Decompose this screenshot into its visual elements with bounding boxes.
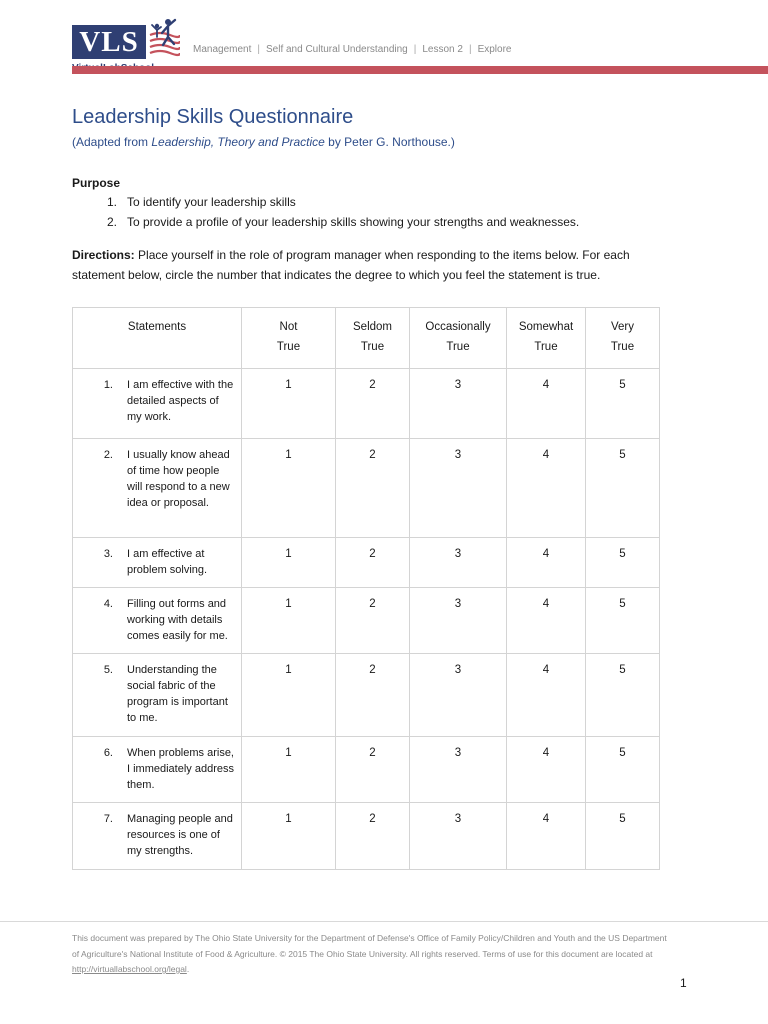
purpose-list bbox=[72, 195, 579, 235]
page-number: 1 bbox=[680, 976, 687, 990]
score-option[interactable]: 1 bbox=[242, 803, 336, 870]
header-accent-bar bbox=[0, 66, 768, 74]
directions-text: Directions: Place yourself in the role of program manager when responding to the items below. For each statement below, circle the number that indicates the degree to which you feel the statement is true. bbox=[72, 248, 630, 282]
score-option[interactable]: 2 bbox=[336, 369, 410, 439]
score-option[interactable]: 5 bbox=[586, 654, 660, 737]
breadcrumb-item: Management bbox=[193, 44, 252, 55]
score-option[interactable]: 4 bbox=[507, 538, 586, 588]
score-option[interactable]: 1 bbox=[242, 737, 336, 803]
table-row bbox=[73, 538, 660, 588]
score-option[interactable]: 4 bbox=[507, 803, 586, 870]
breadcrumb: Management | Self and Cultural Understanding | Lesson 2 | Explore bbox=[193, 44, 512, 55]
table-header-row bbox=[73, 308, 660, 369]
score-option[interactable]: 3 bbox=[410, 803, 507, 870]
table-row bbox=[73, 439, 660, 538]
header-seldom-true: Seldom True bbox=[336, 308, 410, 369]
score-option[interactable]: 4 bbox=[507, 369, 586, 439]
breadcrumb-item: Lesson 2 bbox=[422, 44, 463, 55]
statement-cell: 2. I usually know ahead of time how people will respond to a new idea or proposal. bbox=[73, 439, 242, 538]
score-option[interactable]: 1 bbox=[242, 588, 336, 654]
score-option[interactable]: 4 bbox=[507, 737, 586, 803]
score-option[interactable]: 5 bbox=[586, 439, 660, 538]
score-option[interactable]: 5 bbox=[586, 538, 660, 588]
header-occasionally-true: Occasionally True bbox=[410, 308, 507, 369]
score-option[interactable]: 3 bbox=[410, 588, 507, 654]
score-option[interactable]: 1 bbox=[242, 439, 336, 538]
footer-divider bbox=[0, 921, 768, 922]
statement-cell: 3. I am effective at problem solving. bbox=[73, 538, 242, 588]
score-option[interactable]: 3 bbox=[410, 737, 507, 803]
header-not-true: Not True bbox=[242, 308, 336, 369]
score-option[interactable]: 1 bbox=[242, 654, 336, 737]
flag-figures-icon bbox=[148, 17, 180, 61]
table-row bbox=[73, 654, 660, 737]
score-option[interactable]: 4 bbox=[507, 588, 586, 654]
score-option[interactable]: 3 bbox=[410, 369, 507, 439]
statement-cell: 5. Understanding the social fabric of the program is important to me. bbox=[73, 654, 242, 737]
legal-link[interactable]: http://virtuallabschool.org/legal bbox=[72, 964, 187, 974]
score-option[interactable]: 5 bbox=[586, 737, 660, 803]
statement-cell: 7. Managing people and resources is one of my strengths. bbox=[73, 803, 242, 870]
statement-cell: 4. Filling out forms and working with details comes easily for me. bbox=[73, 588, 242, 654]
score-option[interactable]: 4 bbox=[507, 654, 586, 737]
score-option[interactable]: 3 bbox=[410, 538, 507, 588]
score-option[interactable]: 1 bbox=[242, 538, 336, 588]
score-option[interactable]: 4 bbox=[507, 439, 586, 538]
score-option[interactable]: 2 bbox=[336, 538, 410, 588]
breadcrumb-item: Explore bbox=[477, 44, 512, 55]
breadcrumb-item: Self and Cultural Understanding bbox=[265, 44, 408, 55]
score-option[interactable]: 2 bbox=[336, 439, 410, 538]
questionnaire-table bbox=[72, 307, 660, 870]
footer-text: This document was prepared by The Ohio State University for the Department of Defense's Office of Family Policy/Children and Youth and the US Department of Agriculture's National Institute of Food & Agriculture. © 2015 The Ohio State University. All rights reserved. Terms of use for this document are located at http://virtuallabschool.org/legal. bbox=[72, 933, 667, 974]
statement-cell: 1. I am effective with the detailed aspects of my work. bbox=[73, 369, 242, 439]
page-title: Leadership Skills Questionnaire bbox=[72, 106, 354, 128]
table-row bbox=[73, 369, 660, 439]
score-option[interactable]: 2 bbox=[336, 737, 410, 803]
header-bar-gap bbox=[0, 66, 72, 74]
score-option[interactable]: 3 bbox=[410, 654, 507, 737]
table-row bbox=[73, 803, 660, 870]
logo-wordmark: VLS bbox=[72, 25, 146, 59]
header-very-true: Very True bbox=[586, 308, 660, 369]
score-option[interactable]: 5 bbox=[586, 369, 660, 439]
score-option[interactable]: 2 bbox=[336, 588, 410, 654]
page-subtitle: (Adapted from Leadership, Theory and Practice by Peter G. Northouse.) bbox=[72, 135, 455, 149]
table-row bbox=[73, 588, 660, 654]
purpose-item: 2. To provide a profile of your leadership skills showing your strengths and weaknesses. bbox=[106, 215, 580, 229]
table-row bbox=[73, 737, 660, 803]
purpose-item: 1. To identify your leadership skills bbox=[106, 195, 296, 209]
header-statements: Statements bbox=[73, 308, 242, 369]
score-option[interactable]: 2 bbox=[336, 803, 410, 870]
header-somewhat-true: Somewhat True bbox=[507, 308, 586, 369]
score-option[interactable]: 3 bbox=[410, 439, 507, 538]
score-option[interactable]: 5 bbox=[586, 803, 660, 870]
score-option[interactable]: 5 bbox=[586, 588, 660, 654]
score-option[interactable]: 2 bbox=[336, 654, 410, 737]
purpose-heading: Purpose bbox=[72, 176, 121, 190]
score-option[interactable]: 1 bbox=[242, 369, 336, 439]
statement-cell: 6. When problems arise, I immediately address them. bbox=[73, 737, 242, 803]
